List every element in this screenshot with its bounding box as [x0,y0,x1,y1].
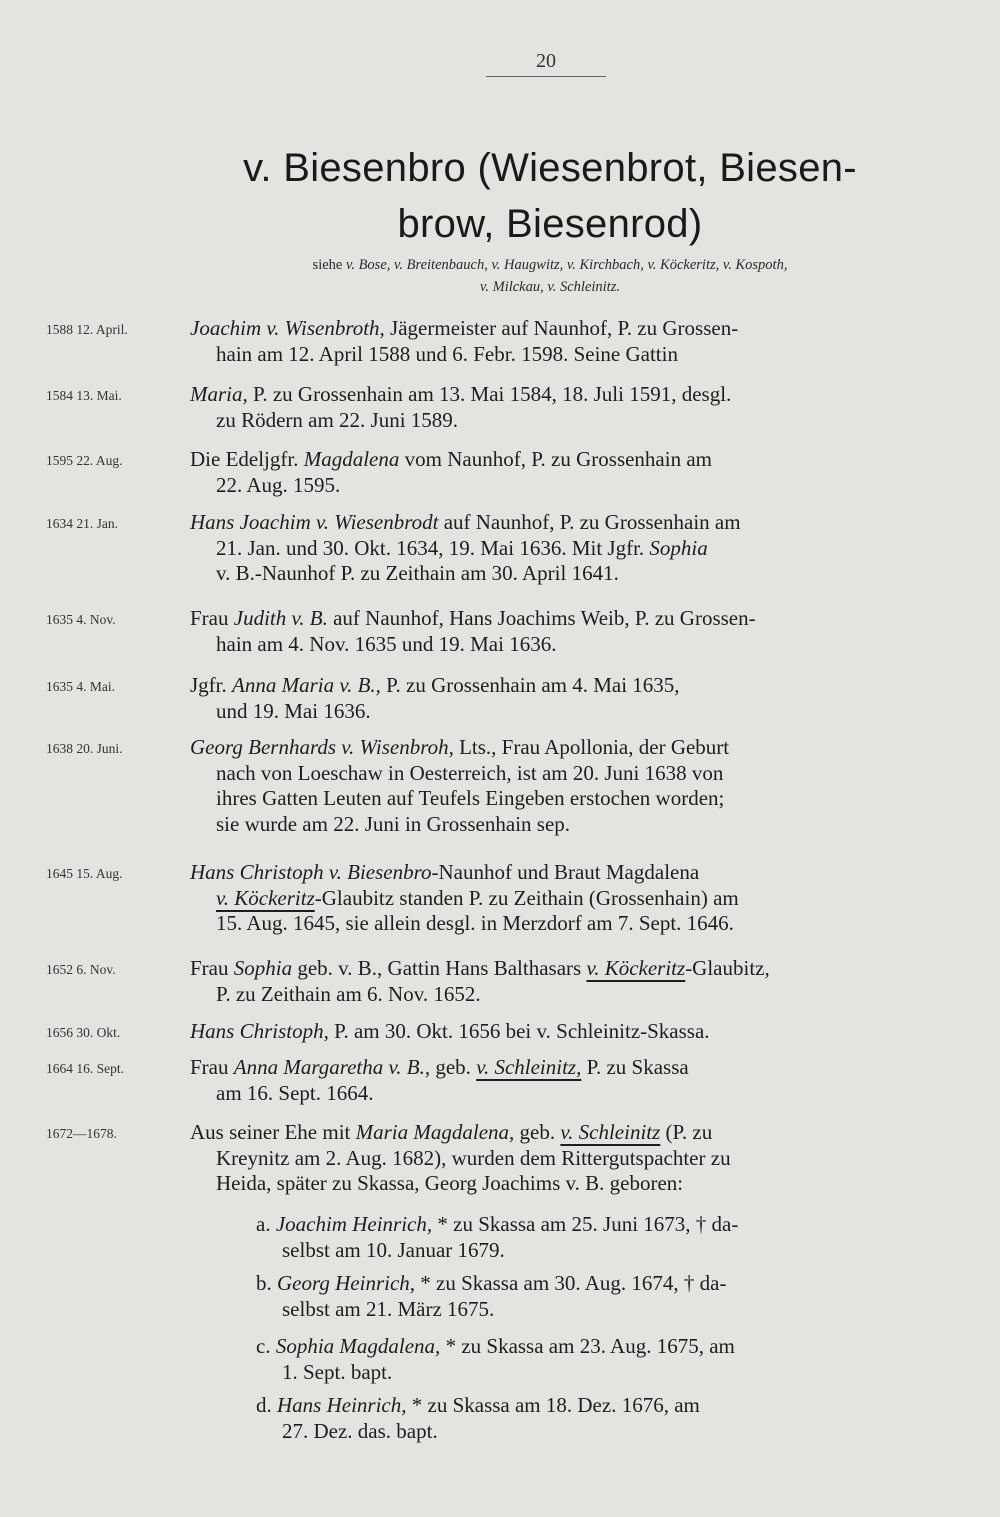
see-also-references [190,254,910,298]
entry-line-text: P. zu Grossenhain am 4. Mai 1635, [380,673,680,697]
title-line-2: brow, Biesenrod) [397,202,703,246]
entry-line [190,956,912,982]
entry-line-text: Frau [190,1055,234,1079]
entry-date: 1595 22. Aug. [46,453,123,468]
see-also-line-1 [190,254,910,276]
entry-line: Kreynitz am 2. Aug. 1682), wurden dem Rittergutspachter zu [216,1145,731,1170]
person-name: Maria, [190,382,248,406]
child-text [256,1334,912,1385]
child-line-text: * zu Skassa am 23. Aug. 1675, am [440,1334,735,1358]
see-also-lead: siehe [312,257,343,273]
entry-line-text: P. zu Grossenhain am 13. Mai 1584, 18. Juli 1591, desgl. [247,382,732,406]
entry-line [190,510,912,536]
entry-line-text: geb. [514,1120,561,1144]
person-name: Sophia [233,956,293,980]
entry-line: Heida, später zu Skassa, Georg Joachims v. B. geboren: [216,1171,684,1195]
child-letter: d. [256,1393,277,1417]
entry-text [190,860,912,937]
entry-date: 1645 15. Aug. [46,866,123,881]
entry-line [190,860,912,886]
entry-line: 22. Aug. 1595. [216,472,341,497]
entry-line-text: vom Naunhof, P. zu Grossenhain am [399,447,712,471]
entry-date: 1634 21. Jan. [46,516,118,531]
child-line: 1. Sept. bapt. [282,1359,393,1384]
child-line [256,1334,912,1360]
person-name: Georg Heinrich, [277,1271,416,1295]
entry-line-text: Jgfr. [190,673,232,697]
entry-line-text: P. zu Skassa [581,1055,689,1079]
entry-line: hain am 4. Nov. 1635 und 19. Mai 1636. [216,631,557,656]
person-name: Joachim Heinrich, [275,1212,433,1236]
entry-date: 1638 20. Juni. [46,741,123,756]
child-line-text: * zu Skassa am 30. Aug. 1674, † da- [415,1271,727,1295]
entry-text [190,1120,912,1197]
person-name: Hans Christoph v. Biesenbro [190,860,432,884]
entry-text [190,447,912,498]
entry-line: nach von Loeschaw in Oesterreich, ist am 20. Juni 1638 von [216,760,724,785]
child-line [256,1271,912,1297]
person-name: Sophia [649,535,708,560]
entry-text [190,1055,912,1106]
entry-line [190,1055,912,1081]
entry-line: und 19. Mai 1636. [216,698,371,723]
entry-text [190,673,912,724]
entry-line [190,1120,912,1146]
entry-line [190,606,912,632]
entry-line-text: Die Edeljgfr. [190,447,304,471]
title-line-1: v. Biesenbro (Wiesenbrot, Biesen- [243,146,857,190]
entry-line-text: -Glaubitz, [685,956,770,980]
see-also-refs-2: v. Milckau, v. Schleinitz. [480,279,620,295]
entry-line: sie wurde am 22. Juni in Grossenhain sep. [216,811,571,836]
entry-line [190,1019,912,1045]
person-name: Maria Magdalena, [355,1120,515,1144]
entry-line [190,382,912,408]
entry-line: am 16. Sept. 1664. [216,1080,374,1105]
underlined-name: v. Schleinitz [560,1120,661,1144]
entry-line-text: Frau [190,606,234,630]
entry-line-text: 21. Jan. und 30. Okt. 1634, 19. Mai 1636. Mit Jgfr. [216,535,650,560]
entry-text [190,382,912,433]
entry-line [190,735,912,761]
entry-date: 1656 30. Okt. [46,1025,121,1040]
person-name: Georg Bernhards v. Wisenbroh, [190,735,454,759]
entry-line: 15. Aug. 1645, sie allein desgl. in Merzdorf am 7. Sept. 1646. [216,911,734,935]
child-line: 27. Dez. das. bapt. [282,1418,438,1443]
child-letter: b. [256,1271,277,1295]
child-line [256,1212,912,1238]
entry-date: 1652 6. Nov. [46,962,116,977]
underlined-name: v. Köckeritz [216,885,315,910]
entry-line-text: Jägermeister auf Naunhof, P. zu Grossen- [384,316,739,340]
entry-line-text: Aus seiner Ehe mit [190,1120,356,1144]
entry-text [190,1019,912,1045]
see-also-refs-1: v. Bose, v. Breitenbauch, v. Haugwitz, v. Kirchbach, v. Köckeritz, v. Kospoth, [345,257,788,273]
person-name: Anna Maria v. B., [232,673,381,697]
person-name: Sophia Magdalena, [275,1334,441,1358]
entry-line: hain am 12. April 1588 und 6. Febr. 1598. Seine Gattin [216,341,678,366]
page-title [170,140,930,252]
entry-line-text: Lts., Frau Apollonia, der Geburt [453,735,730,759]
entry-line: v. B.-Naunhof P. zu Zeithain am 30. April 1641. [216,561,619,585]
entry-line-text: auf Naunhof, Hans Joachims Weib, P. zu Grossen- [327,606,756,630]
child-line: selbst am 21. März 1675. [282,1296,495,1321]
child-line [256,1393,912,1419]
entry-date: 1635 4. Nov. [46,612,116,627]
child-text [256,1212,912,1263]
entry-text [190,510,912,587]
child-line-text: * zu Skassa am 18. Dez. 1676, am [406,1393,700,1417]
page-number: 20 [536,50,556,72]
entry-line-text: (P. zu [660,1120,713,1144]
entry-line [190,886,912,912]
person-name: Hans Christoph, [190,1019,329,1043]
page-number-rule [486,76,606,77]
entry-line-text: P. am 30. Okt. 1656 bei v. Schleinitz-Skassa. [328,1019,710,1043]
entry-line [190,536,912,562]
entry-line-text: -Glaubitz standen P. zu Zeithain (Grossenhain) am [314,885,739,910]
entry-line-text: -Naunhof und Braut Magdalena [431,860,700,884]
entry-line-text: auf Naunhof, P. zu Grossenhain am [438,510,741,534]
entry-text [190,606,912,657]
entry-line: zu Rödern am 22. Juni 1589. [216,407,459,432]
person-name: Joachim v. Wisenbroth, [190,316,385,340]
child-text [256,1271,912,1322]
person-name: Hans Heinrich, [277,1393,407,1417]
entry-line-text: geb. [430,1055,477,1079]
entry-text [190,956,912,1007]
underlined-name: v. Schleinitz, [476,1055,582,1079]
entry-text [190,735,912,837]
person-name: Magdalena [303,447,400,471]
entry-line: P. zu Zeithain am 6. Nov. 1652. [216,981,481,1006]
entry-line [190,316,912,342]
entry-date: 1584 13. Mai. [46,388,122,403]
child-letter: c. [256,1334,276,1358]
person-name: Anna Margaretha v. B., [233,1055,431,1079]
entry-line [190,447,912,473]
entry-line [190,673,912,699]
child-letter: a. [256,1212,276,1236]
entry-date: 1672—1678. [46,1126,117,1141]
entry-date: 1664 16. Sept. [46,1061,125,1076]
entry-line: ihres Gatten Leuten auf Teufels Eingeben erstochen worden; [216,786,725,810]
underlined-name: v. Köckeritz [586,956,686,980]
entry-date: 1588 12. April. [46,322,128,337]
child-text [256,1393,912,1444]
entry-line-text: Frau [190,956,234,980]
person-name: Judith v. B. [233,606,328,630]
entry-text [190,316,912,367]
person-name: Hans Joachim v. Wiesenbrodt [190,510,439,534]
entry-line-text: geb. v. B., Gattin Hans Balthasars [292,956,587,980]
child-line: selbst am 10. Januar 1679. [282,1237,505,1262]
child-line-text: * zu Skassa am 25. Juni 1673, † da- [432,1212,739,1236]
entry-date: 1635 4. Mai. [46,679,115,694]
